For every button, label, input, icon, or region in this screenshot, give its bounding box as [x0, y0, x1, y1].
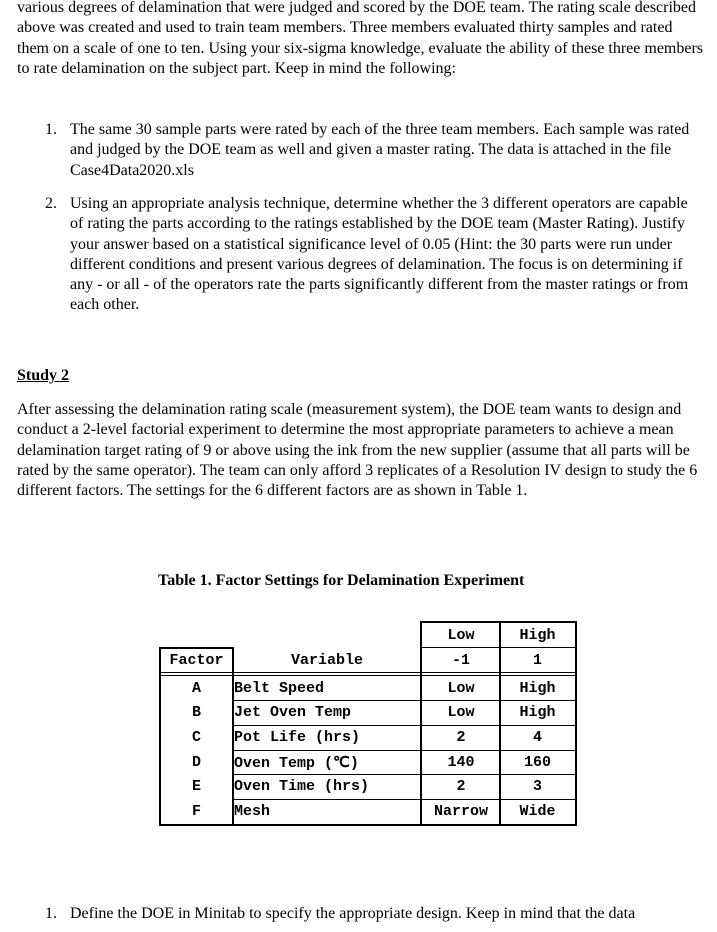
cell-high: High	[519, 679, 556, 697]
table-rule	[420, 621, 422, 826]
cell-variable: Pot Life (hrs)	[234, 729, 361, 746]
cell-variable: Oven Time (hrs)	[234, 778, 370, 795]
cell-high: High	[519, 704, 556, 721]
cell-factor: E	[191, 778, 201, 795]
header-low: -1	[451, 651, 470, 669]
cell-low: Low	[447, 679, 475, 697]
cell-factor: B	[191, 704, 201, 721]
table-caption: Table 1. Factor Settings for Delamination Experiment	[158, 572, 525, 589]
header-high: 1	[532, 651, 542, 669]
cell-high: 4	[532, 729, 542, 746]
table-rule	[232, 750, 577, 751]
intro-paragraph: various degrees of delamination that were judged and scored by the DOE team. The rating scale described above was created and used to train team members. Three members evaluated thirty samples and rated them on a scale of one to ten. Using your six-sigma knowledge, evaluate the ability of these three members to rate delamination on the subject part. Keep in mind the following:	[17, 0, 704, 77]
table-rule	[232, 774, 577, 775]
table-rule	[159, 647, 161, 826]
cell-high: 160	[523, 753, 551, 771]
cell-variable: Jet Oven Temp	[234, 704, 352, 721]
list-item-text: Using an appropriate analysis technique, determine whether the 3 different operators are capable of rating the parts according to the ratings established by the DOE team (Master Rating). Justify your answer based on a statistical significance level of 0.05 (Hint: the 30 parts were run under different conditions and present various degrees of delamination. The focus is on determining if any - or all - of the operators rate the parts significantly different from the master ratings or from each other.	[70, 195, 689, 314]
cell-factor: A	[191, 679, 201, 697]
cell-low: Narrow	[433, 803, 488, 820]
cell-high: Wide	[519, 803, 556, 820]
cell-low: Low	[447, 704, 475, 721]
list-number: 1.	[45, 905, 57, 922]
study2-paragraph: After assessing the delamination rating scale (measurement system), the DOE team wants to design and conduct a 2-level factorial experiment to determine the most appropriate parameters to achieve a mean delamination target rating of 9 or above using the ink from the new supplier (assume that all parts will be rated by the same operator). The team can only afford 3 replicates of a Resolution IV design to study the 6 different factors. The settings for the 6 different factors are as shown in Table 1.	[17, 401, 698, 500]
table-rule	[159, 824, 577, 826]
header-factor: Factor	[169, 651, 224, 669]
cell-low: 140	[447, 753, 475, 771]
table-top-high: High	[519, 626, 556, 644]
table-rule	[575, 621, 577, 826]
cell-factor: D	[191, 753, 201, 771]
table-rule	[232, 725, 577, 726]
list-number: 2.	[45, 195, 57, 212]
table-rule	[499, 621, 501, 826]
table-rule	[159, 647, 234, 649]
table-rule	[159, 675, 577, 676]
cell-variable: Mesh	[234, 803, 271, 820]
study2-heading: Study 2	[17, 367, 70, 384]
list-item-text: Define the DOE in Minitab to specify the appropriate design. Keep in mind that the data	[70, 905, 636, 922]
cell-low: 2	[456, 729, 466, 746]
table-rule	[159, 672, 577, 673]
cell-low: 2	[456, 778, 466, 795]
table-rule	[232, 700, 577, 701]
list-number: 1.	[45, 121, 57, 138]
cell-high: 3	[532, 778, 542, 795]
table-top-low: Low	[447, 626, 475, 644]
cell-variable: Oven Temp (℃)	[234, 754, 359, 772]
list-item-text: The same 30 sample parts were rated by each of the three team members. Each sample was rated and judged by the DOE team as well and given a master rating. The data is attached in the file Case4Data2020.xls	[70, 121, 690, 179]
table-rule	[232, 799, 577, 800]
header-variable: Variable	[290, 651, 363, 669]
cell-variable: Belt Speed	[234, 679, 325, 697]
cell-factor: F	[191, 803, 201, 820]
cell-factor: C	[191, 729, 201, 746]
table-rule	[232, 647, 234, 826]
